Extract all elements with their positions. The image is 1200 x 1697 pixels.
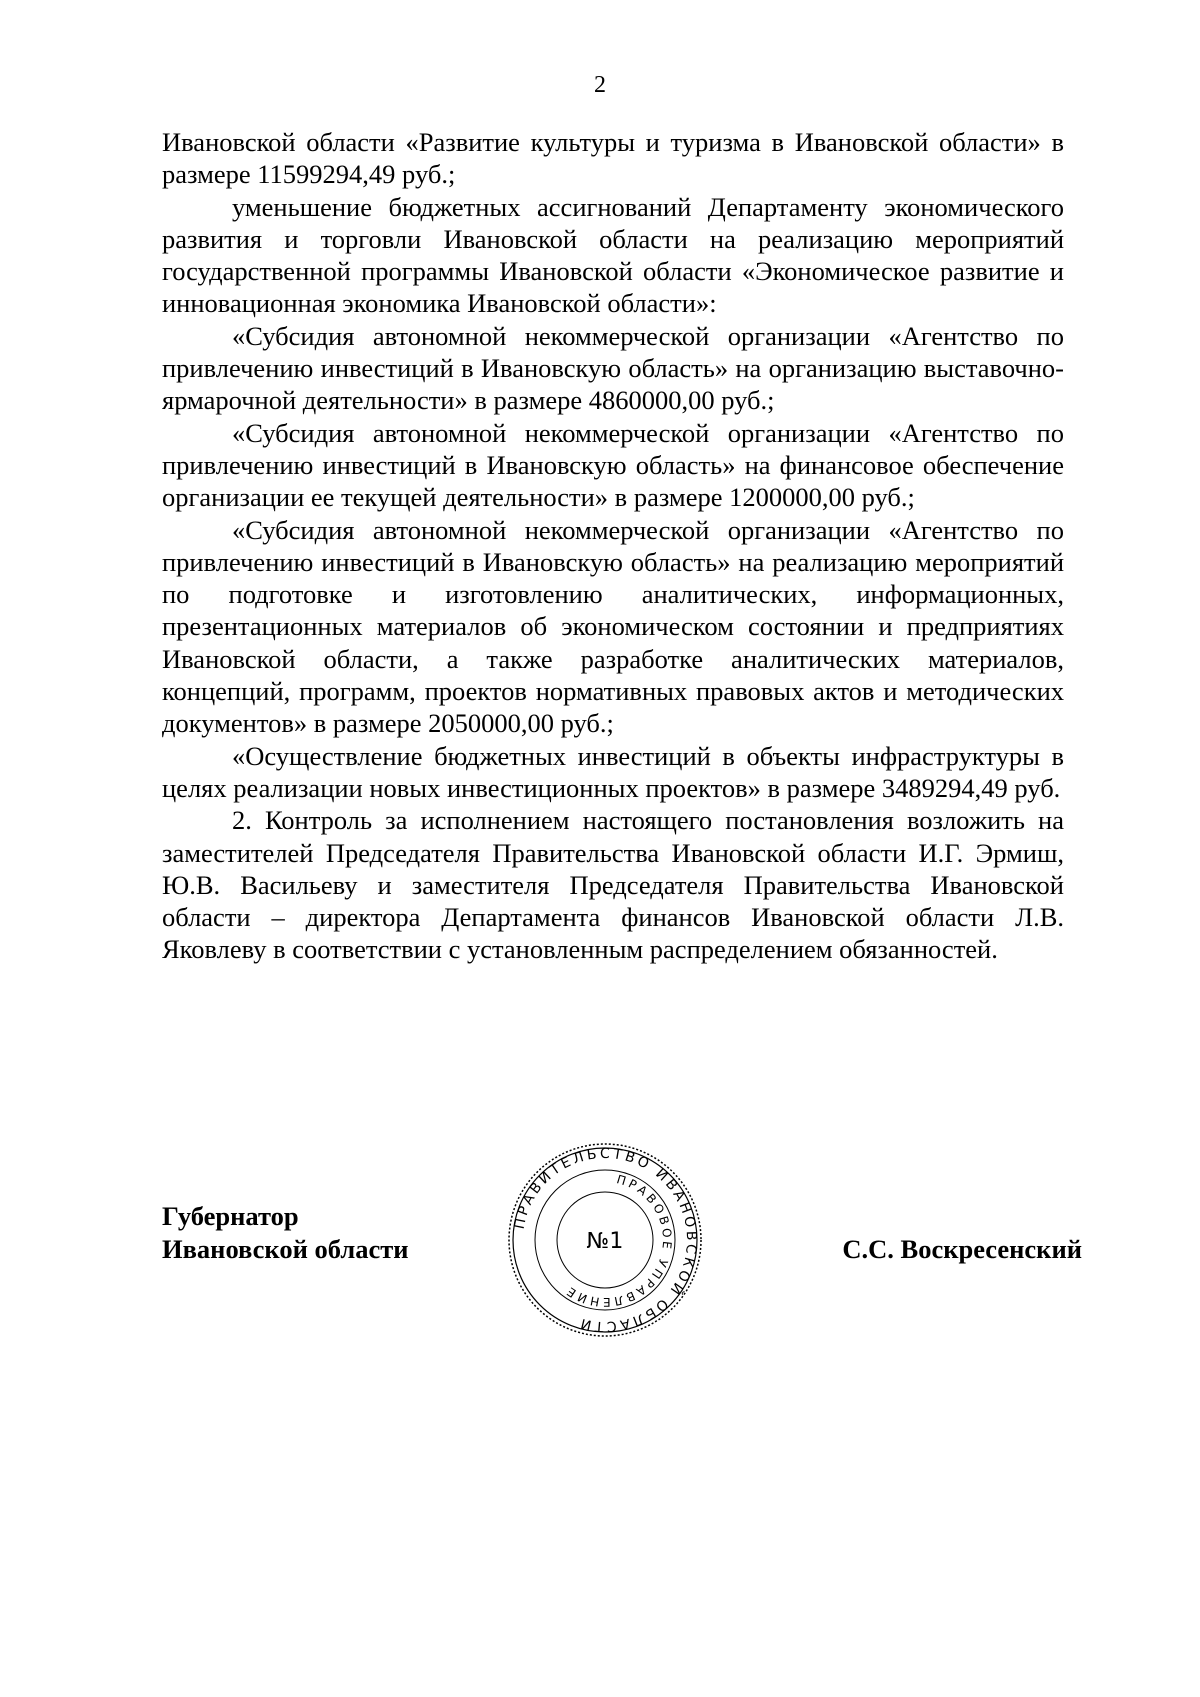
signatory-title-line-2: Ивановской области	[162, 1234, 409, 1264]
seal-outer-text: ПРАВИТЕЛЬСТВО ИВАНОВСКОЙ ОБЛАСТИ	[511, 1145, 700, 1335]
signatory-name: С.С. Воскресенский	[842, 1234, 1082, 1264]
paragraph: «Субсидия автономной некоммерческой организации «Агентство по привлечению инвестиций в Ивановскую область» на финансовое обеспечение организации ее текущей деятельности» в размере 1200000,00 руб.;	[162, 417, 1064, 513]
page-number: 2	[594, 72, 606, 98]
paragraph: Ивановской области «Развитие культуры и туризма в Ивановской области» в размере 11599294,49 руб.;	[162, 127, 1064, 190]
paragraph: «Субсидия автономной некоммерческой организации «Агентство по привлечению инвестиций в Ивановскую область» на организацию выставочно-ярмарочной деятельности» в размере 4860000,00 руб.;	[162, 320, 1064, 416]
paragraph: уменьшение бюджетных ассигнований Департаменту экономического развития и торговли Ивановской области на реализацию мероприятий государственной программы Ивановской области «Экономическое развитие и инновационная экономика Ивановской области»:	[162, 191, 1064, 319]
paragraph: «Осуществление бюджетных инвестиций в объекты инфраструктуры в целях реализации новых инвестиционных проектов» в размере 3489294,49 руб.	[162, 740, 1064, 803]
document-body	[162, 126, 1064, 966]
seal-number: №1	[586, 1229, 624, 1254]
paragraph: 2. Контроль за исполнением настоящего постановления возложить на заместителей Председателя Правительства Ивановской области И.Г. Эрмиш, Ю.В. Васильеву и заместителя Председателя Правительства Ивановской области – директора Департамента финансов Ивановской области Л.В. Яковлеву в соответствии с установленным распределением обязанностей.	[162, 805, 1064, 965]
signatory-title-line-1: Губернатор	[162, 1201, 299, 1231]
paragraph: «Субсидия автономной некоммерческой организации «Агентство по привлечению инвестиций в Ивановскую область» на реализацию мероприятий по подготовке и изготовлению аналитических, информационных, презентационных материалов об экономическом состоянии и предприятиях Ивановской области, а также разработке аналитических материалов, концепций, программ, проектов нормативных правовых актов и методических документов» в размере 2050000,00 руб.;	[162, 514, 1064, 739]
signature-block	[162, 1200, 1082, 1270]
seal-inner-text: ПРАВОВОЕ УПРАВЛЕНИЕ	[562, 1172, 675, 1310]
signatory-title	[162, 1200, 409, 1266]
